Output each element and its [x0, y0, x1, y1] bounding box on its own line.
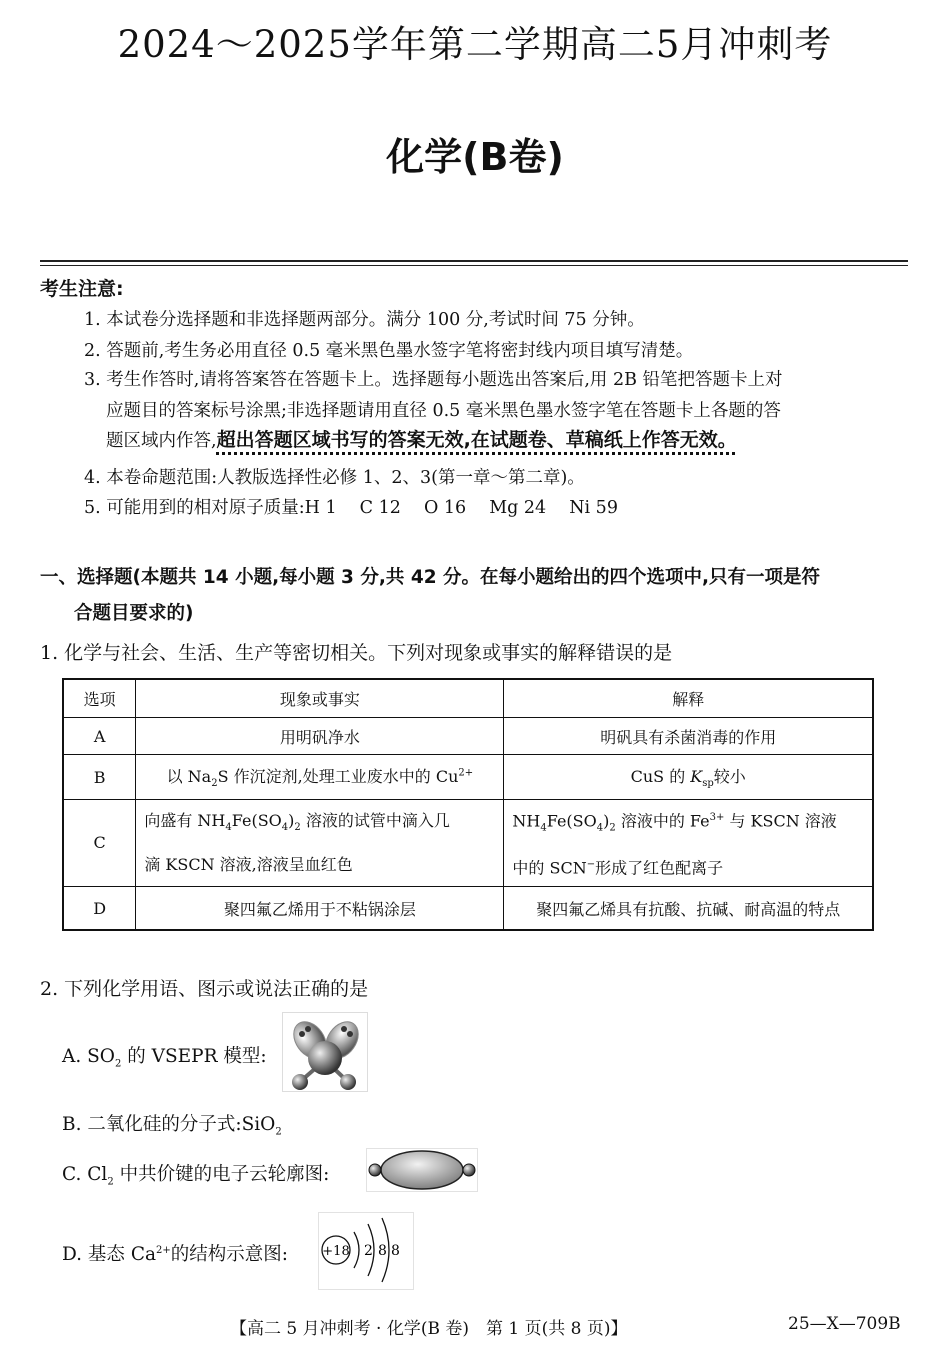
row-b-fact: [136, 755, 504, 800]
text-part: 的结构示意图:: [170, 1244, 288, 1265]
option-a: [62, 1042, 267, 1070]
row-d-fact: 聚四氟乙烯用于不粘锅涂层: [136, 886, 504, 930]
row-c-fact: [136, 800, 504, 887]
text-part: 以 Na: [166, 767, 212, 787]
text-part: C. Cl: [62, 1164, 108, 1185]
row-a-option: A: [63, 718, 136, 755]
subscript: 2: [609, 822, 616, 834]
text-part: A. SO: [62, 1046, 115, 1067]
nucleus-charge: +18: [322, 1244, 350, 1259]
table-row: [63, 718, 873, 755]
text-part: CuS 的: [630, 767, 691, 787]
exam-title: 2024～2025学年第二学期高二5月冲刺考: [117, 23, 833, 66]
text-part: Fe(SO: [231, 811, 282, 831]
text-part: Fe(SO: [546, 811, 597, 831]
table-row: [63, 886, 873, 930]
electron-cloud-icon: [366, 1148, 478, 1192]
notice-item-3-line-2: 应题目的答案标号涂黑;非选择题请用直径 0.5 毫米黑色墨水签字笔在答题卡上各题的答: [106, 401, 781, 421]
notice-emphasis: 超出答题区域书写的答案无效,在试题卷、草稿纸上作答无效。: [216, 429, 737, 451]
subscript: 2: [294, 822, 301, 834]
question-2-stem: 2. 下列化学用语、图示或说法正确的是: [40, 978, 369, 1000]
subscript: 4: [281, 822, 289, 834]
subject-title: 化学(B卷): [386, 135, 564, 179]
superscript: 3+: [709, 812, 725, 823]
notice-item-1: 1. 本试卷分选择题和非选择题两部分。满分 100 分,考试时间 75 分钟。: [84, 310, 645, 330]
text-part: NH: [512, 811, 541, 831]
option-c: [62, 1160, 329, 1188]
notice-item-3-line-3: [106, 425, 737, 452]
paper-code: 25—X—709B: [788, 1314, 901, 1334]
text-part: 形成了红色配离子: [595, 857, 724, 877]
section-1-heading-line-2: 合题目要求的): [74, 603, 194, 624]
notice-item-5: 5. 可能用到的相对原子质量:H 1 C 12 O 16 Mg 24 Ni 59: [84, 498, 618, 518]
row-c-explanation: [504, 800, 873, 887]
row-d-explanation: 聚四氟乙烯具有抗酸、抗碱、耐高温的特点: [504, 886, 873, 930]
text-part: K: [690, 767, 703, 787]
question-1-table: [62, 678, 874, 931]
ion-structure-diagram: [318, 1212, 414, 1290]
header-option: 选项: [63, 679, 136, 718]
text-part: 中的 SCN: [512, 857, 587, 877]
subscript: 2: [114, 1058, 122, 1070]
superscript: −: [586, 858, 596, 870]
subscript: sp: [702, 778, 714, 790]
text-part: 中共价键的电子云轮廓图:: [113, 1164, 330, 1185]
header-explanation: 解释: [504, 679, 873, 718]
shell-count-3: 8: [391, 1243, 400, 1259]
row-c-fact-line-1: [144, 803, 495, 846]
shell-count-1: 2: [364, 1243, 373, 1259]
notice-item-4: 4. 本卷命题范围:人教版选择性必修 1、2、3(第一章～第二章)。: [84, 468, 585, 488]
notice-item-3-text: 题区域内作答,: [106, 431, 217, 451]
section-1-heading: [40, 560, 920, 632]
option-b: [62, 1110, 282, 1138]
subscript: 2: [211, 778, 218, 790]
text-part: 与 KSCN 溶液: [724, 811, 837, 831]
row-a-explanation: 明矾具有杀菌消毒的作用: [504, 718, 873, 755]
row-b-explanation: [504, 755, 873, 800]
table-row: [63, 755, 873, 800]
option-d: [62, 1240, 288, 1266]
text-part: ): [288, 811, 295, 831]
electron-shell-arc: [354, 1232, 359, 1268]
notice-item-2: 2. 答题前,考生务必用直径 0.5 毫米黑色墨水签字笔将密封线内项目填写清楚。: [84, 341, 694, 361]
row-c-option: C: [63, 800, 136, 887]
text-part: ): [603, 811, 610, 831]
text-part: 的 VSEPR 模型:: [121, 1046, 267, 1067]
row-b-option: B: [63, 755, 136, 800]
subscript: 4: [596, 822, 604, 834]
row-c-expl-line-1: [512, 800, 864, 847]
superscript: 2+: [156, 1244, 171, 1256]
text-part: 向盛有 NH: [144, 811, 226, 831]
row-a-fact: 用明矾净水: [136, 718, 504, 755]
text-part: 溶液中的 Fe: [615, 811, 710, 831]
shell-count-2: 8: [378, 1243, 387, 1259]
section-1-heading-line-1: 一、选择题(本题共 14 小题,每小题 3 分,共 42 分。在每小题给出的四个选项中,只有一项是符: [40, 567, 821, 588]
header-rule-thin: [40, 265, 908, 266]
text-part: D. 基态 Ca: [62, 1244, 156, 1265]
notice-heading: 考生注意:: [40, 278, 124, 300]
notice-item-3-line-1: 3. 考生作答时,请将答案答在答题卡上。选择题每小题选出答案后,用 2B 铅笔把答题卡上对: [84, 370, 783, 390]
question-1-stem: 1. 化学与社会、生活、生产等密切相关。下列对现象或事实的解释错误的是: [40, 642, 673, 664]
subscript: 2: [275, 1126, 282, 1138]
text-part: B. 二氧化硅的分子式:SiO: [62, 1114, 276, 1135]
row-c-expl-line-2: [512, 847, 864, 886]
table-header-row: [63, 679, 873, 718]
vsepr-model-icon: [282, 1012, 368, 1092]
subscript: 4: [225, 822, 232, 834]
subscript: 2: [107, 1176, 114, 1188]
text-part: S 作沉淀剂,处理工业废水中的 Cu: [217, 767, 459, 787]
table-row: [63, 800, 873, 887]
superscript: 2+: [458, 768, 474, 780]
text-part: 较小: [713, 767, 746, 787]
row-c-fact-line-2: 滴 KSCN 溶液,溶液呈血红色: [144, 854, 353, 874]
text-part: 溶液的试管中滴入几: [300, 811, 450, 831]
subscript: 4: [540, 822, 547, 834]
row-d-option: D: [63, 886, 136, 930]
header-fact: 现象或事实: [136, 679, 504, 718]
header-rule-thick: [40, 260, 908, 262]
page-footer: 【高二 5 月冲刺考 · 化学(B 卷) 第 1 页(共 8 页)】: [230, 1319, 628, 1339]
